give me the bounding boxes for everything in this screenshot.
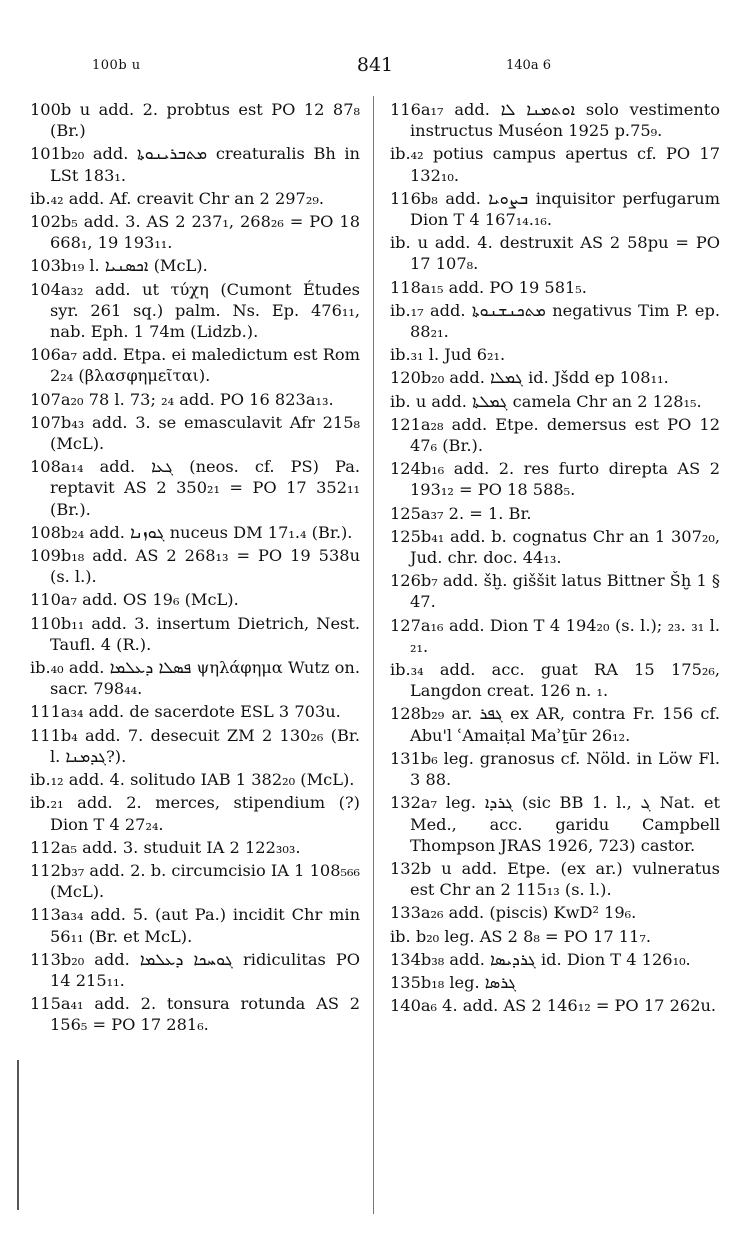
dictionary-entry: 121a₂₈ add. Etpe. demersus est PO 12 47₆ (Br.). [390,414,720,456]
dictionary-entry: 103b₁₉ l. ܐܟܣܢܝܐ (McL). [30,256,208,276]
dictionary-entry: ib. u add. 4. destruxit AS 2 58pu = PO 17 107₈. [390,233,720,274]
dictionary-entry: 133a₂₆ add. (piscis) KwD² 19₆. [390,903,637,923]
dictionary-entry: 111b₄ add. 7. desecuit ZM 2 130₂₆ (Br. l. ܓܕܡܢܐ?). [30,725,360,766]
dictionary-entry: 124b₁₆ add. 2. res furto direpta AS 2 193₁₂ = PO 18 588₅. [390,459,720,500]
dictionary-entry: 132a₇ leg. ܓܪܕܐ (sic BB 1. l., ܓ Nat. et Med., acc. garidu Campbell Thompson JRAS 1926, 723) castor. [390,793,721,855]
dictionary-entry: 125b₄₁ add. b. cognatus Chr an 1 307₂₀, Jud. chr. doc. 44₁₃. [390,526,720,568]
right-column [390,99,720,1018]
dictionary-entry: ib. u add. ܓܡܠܬܐ camela Chr an 2 128₁₅. [390,391,702,411]
dictionary-entry: 118a₁₅ add. PO 19 581₅. [390,277,587,297]
dictionary-entry: 100b u add. 2. probtus est PO 12 87₈ (Br.) [30,100,360,141]
dictionary-entry: 126b₇ add. šḫ. giššit latus Bittner Šḫ 1 § 47. [390,571,720,612]
dictionary-entry: 120b₂₀ add. ܓܡܠܐ id. Jšdd ep 108₁₁. [390,368,669,388]
left-column [30,99,360,1038]
dictionary-entry: 116a₁₇ add. ܐܘܬܡܢܐ ܠܐ solo vestimento instructus Muséon 1925 p.75₉. [390,100,721,141]
margin-mark [17,1060,19,1210]
dictionary-entry: ib. b₂₀ leg. AS 2 8₈ = PO 17 11₇. [390,926,652,946]
column-divider [373,96,374,1214]
dictionary-entry: 108b₂₄ add. ܓܘܙܢܐ nuceus DM 17₁.₄ (Br.). [30,522,353,542]
dictionary-entry: 107b₄₃ add. 3. se emasculavit Afr 215₈ (McL). [30,412,360,454]
dictionary-entry: 135b₁₈ leg. ܓܪܣܐ [390,972,517,992]
dictionary-entry: ib.₄₂ potius campus apertus cf. PO 17 132₁₀. [390,144,720,185]
page-header [0,54,750,84]
dictionary-entry: 128b₂₉ ar. ܓܦܪ ex AR, contra Fr. 156 cf. Abu'l ʿAmaiṭal Maʾṯūr 26₁₂. [390,704,720,745]
header-right-keyword: 140a 6 [506,58,551,73]
dictionary-entry: 140a₆ 4. add. AS 2 146₁₂ = PO 17 262u. [390,996,717,1016]
dictionary-entry: ib.₄₂ add. Af. creavit Chr an 2 297₂₉. [30,188,324,208]
dictionary-entry: 112a₅ add. 3. studuit IA 2 122₃₀₃. [30,837,301,857]
dictionary-entry: ib.₁₇ add. ܡܬܟܢܫܢܘܬܐ negativus Tim P. ep. 88₂₁. [390,300,720,342]
dictionary-entry: 109b₁₈ add. AS 2 268₁₃ = PO 19 538u (s. l.). [30,546,360,587]
dictionary-entry: 132b u add. Etpe. (ex ar.) vulneratus est Chr an 2 115₁₃ (s. l.). [390,858,720,900]
dictionary-entry: 101b₂₀ add. ܡܬܒܪܝܢܘܬܐ creaturalis Bh in LSt 183₁. [30,144,360,185]
dictionary-entry: 110b₁₁ add. 3. insertum Dietrich, Nest. Taufl. 4 (R.). [30,613,360,654]
dictionary-entry: ib.₁₂ add. 4. solitudo IAB 1 382₂₀ (McL). [30,770,355,790]
dictionary-entry: ib.₄₀ add. ܦܣܠܐ ܕܥܠܡܐ ψηλάφημα Wutz on. sacr. 798₄₄. [30,658,361,699]
header-left-keyword: 100b u [92,58,141,73]
dictionary-entry: 112b₃₇ add. 2. b. circumcisio IA 1 108₅₆₆ (McL). [30,860,360,902]
dictionary-entry: ib.₃₁ l. Jud 6₂₁. [390,345,506,365]
dictionary-entry: 131b₆ leg. granosus cf. Nöld. in Löw Fl. 3 88. [390,748,720,790]
dictionary-entry: 127a₁₆ add. Dion T 4 194₂₀ (s. l.); ₂₃. ₃₁ l. ₂₁. [390,615,720,656]
dictionary-entry: 106a₇ add. Etpa. ei maledictum est Rom 2₂₄ (βλασφημεῖται). [30,345,360,386]
dictionary-entry: ib.₃₄ add. acc. guat RA 15 175₂₆, Langdon creat. 126 n. ₁. [390,660,720,701]
dictionary-entry: 110a₇ add. OS 19₆ (McL). [30,590,239,610]
dictionary-entry: 104a₃₂ add. ut τύχη (Cumont Études syr. 261 sq.) palm. Ns. Ep. 476₁₁, nab. Eph. 1 74m (Lidzb.). [30,279,360,342]
dictionary-entry: 116b₈ add. ܒܨܘܝܐ inquisitor perfugarum Dion T 4 167₁₄.₁₆. [390,188,720,230]
dictionary-entry: 125a₃₇ 2. = 1. Br. [390,503,532,523]
page-number: 841 [356,54,394,76]
dictionary-entry: 115a₄₁ add. 2. tonsura rotunda AS 2 156₅ = PO 17 281₆. [30,994,360,1035]
dictionary-entry: 108a₁₄ add. ܓܥܐ (neos. cf. PS) Pa. reptavit AS 2 350₂₁ = PO 17 352₁₁ (Br.). [30,457,360,519]
dictionary-entry: 111a₃₄ add. de sacerdote ESL 3 703u. [30,702,341,722]
dictionary-entry: 113b₂₀ add. ܓܘܚܟܐ ܕܥܠܡܐ ridiculitas PO 14 215₁₁. [30,949,360,990]
dictionary-entry: 113a₃₄ add. 5. (aut Pa.) incidit Chr min 56₁₁ (Br. et McL). [30,905,360,946]
dictionary-entry: 102b₅ add. 3. AS 2 237₁, 268₂₆ = PO 18 668₁, 19 193₁₁. [30,212,360,253]
dictionary-entry: 107a₂₀ 78 l. 73; ₂₄ add. PO 16 823a₁₃. [30,389,334,409]
dictionary-entry: ib.₂₁ add. 2. merces, stipendium (?) Dion T 4 27₂₄. [30,793,360,834]
dictionary-entry: 134b₃₈ add. ܓܪܕܝܣܐ id. Dion T 4 126₁₀. [390,949,691,969]
